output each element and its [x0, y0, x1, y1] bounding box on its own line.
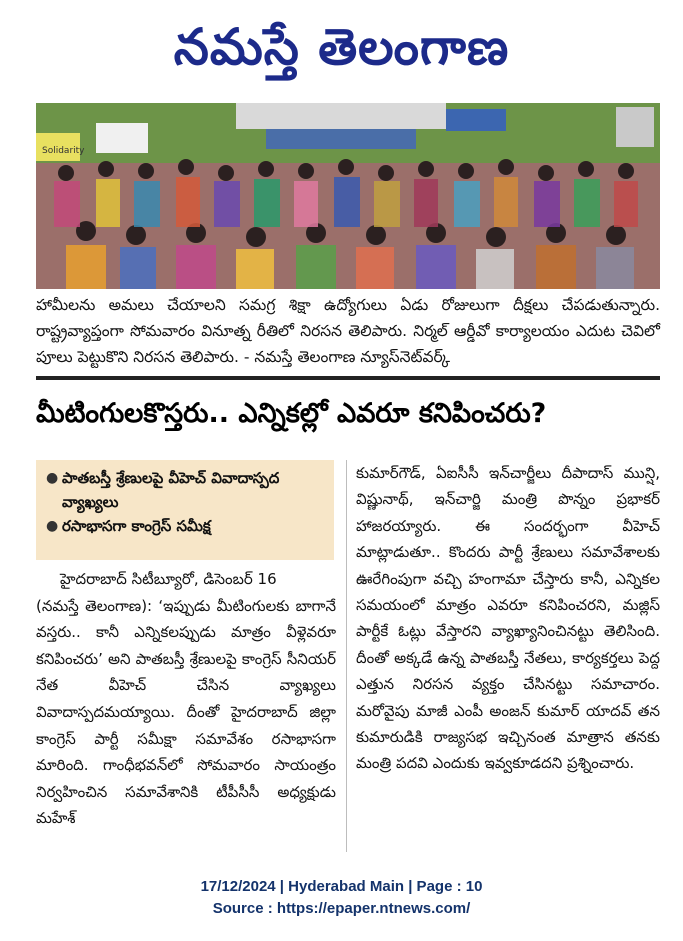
- highlights-box: [36, 460, 334, 560]
- article-dateline: హైదరాబాద్ సిటీబ్యూరో, డిసెంబర్ 16: [60, 570, 277, 588]
- bullet-icon: ●: [46, 518, 59, 534]
- highlight-text: పాతబస్తీ శ్రేణులపై వీహెచ్ వివాదాస్పద వ్యాఖ్యలు: [62, 469, 280, 511]
- page-footer: [0, 876, 683, 920]
- article-column-right: [356, 460, 660, 777]
- highlight-item: [46, 514, 326, 538]
- highlight-item: [46, 466, 326, 514]
- article-column-left: [36, 566, 336, 832]
- highlight-text: రసాభాసగా కాంగ్రెస్ సమీక్ష: [62, 517, 211, 535]
- masthead-logo: నమస్తే తెలంగాణ: [173, 18, 510, 76]
- banner-text: Solidarity: [42, 146, 85, 156]
- article-headline: మీటింగులకొస్తరు.. ఎన్నికల్లో ఎవరూ కనిపించరు?: [36, 398, 547, 429]
- news-photo: [36, 103, 660, 289]
- bullet-icon: ●: [46, 470, 59, 486]
- protest-photo-illustration: [36, 103, 660, 289]
- article-body-right: కుమార్‌గౌడ్, ఏఐసీసీ ఇన్‌చార్జీలు దీపాదాస్ మున్షి, విష్ణునాథ్, ఇన్‌చార్జి మంత్రి పొన్నం ప్రభాకర్ హాజరయ్యారు. ఈ సందర్భంగా వీహెచ్ మాట్లాడుతూ.. కొందరు పార్టీ శ్రేణులు సమావేశాలకు ఊరేగింపుగా వచ్చి హంగామా చేస్తారు కానీ, ఎన్నికల సమయంలో మాత్రం ఎవరూ కనిపించరని, మజ్లిస్ పార్టీకే ఓట్లు వేస్తారని వ్యాఖ్యానించినట్టు తెలిసింది. దీంతో అక్కడే ఉన్న పాతబస్తీ నేతలు, కార్యకర్తలు పెద్ద ఎత్తున నిరసన వ్యక్తం చేసినట్టు సమాచారం. మరోవైపు మాజీ ఎంపీ అంజన్ కుమార్ యాదవ్ తన కుమారుడికి రాజ్యసభ ఇచ్చినంత మాత్రాన తనకు మంత్రి పదవి ఎందుకు ఇవ్వకూడదని ప్రశ్నించారు.: [356, 464, 660, 773]
- article-body-left: (నమస్తే తెలంగాణ): ‘ఇప్పుడు మీటింగులకు బాగానే వస్తరు.. కానీ ఎన్నికలప్పుడు మాత్రం వీళ్లెవరూ కనిపించరు’ అని పాతబస్తీ శ్రేణులపై కాంగ్రెస్ సీనియర్ నేత వీహెచ్ చేసిన వ్యాఖ్యలు వివాదాస్పదమయ్యాయి. దీంతో హైదరాబాద్ జిల్లా కాంగ్రెస్ పార్టీ సమీక్షా సమావేశం రసాభాసగా మారింది. గాంధీభవన్‌లో సోమవారం సాయంత్రం నిర్వహించిన సమావేశానికి టీపీసీసీ అధ్యక్షుడు మహేశ్: [36, 596, 336, 828]
- photo-caption: హామీలను అమలు చేయాలని సమగ్ర శిక్షా ఉద్యోగులు ఏడు రోజులుగా దీక్షలు చేపడుతున్నారు. రాష్ట్రవ్యాప్తంగా సోమవారం వినూత్న రీతిలో నిరసన తెలిపారు. నిర్మల్ ఆర్డీవో కార్యాలయం ఎదుట చెవిలో పూలు పెట్టుకొని నిరసన తెలిపారు. - నమస్తే తెలంగాణ న్యూస్‌నెట్‌వర్క్: [36, 296, 660, 366]
- footer-source-link[interactable]: Source : https://epaper.ntnews.com/: [212, 900, 471, 917]
- column-divider: [346, 460, 347, 852]
- section-divider: [36, 376, 660, 380]
- footer-edition-info: 17/12/2024 | Hyderabad Main | Page : 10: [200, 878, 483, 895]
- masthead: [0, 6, 683, 88]
